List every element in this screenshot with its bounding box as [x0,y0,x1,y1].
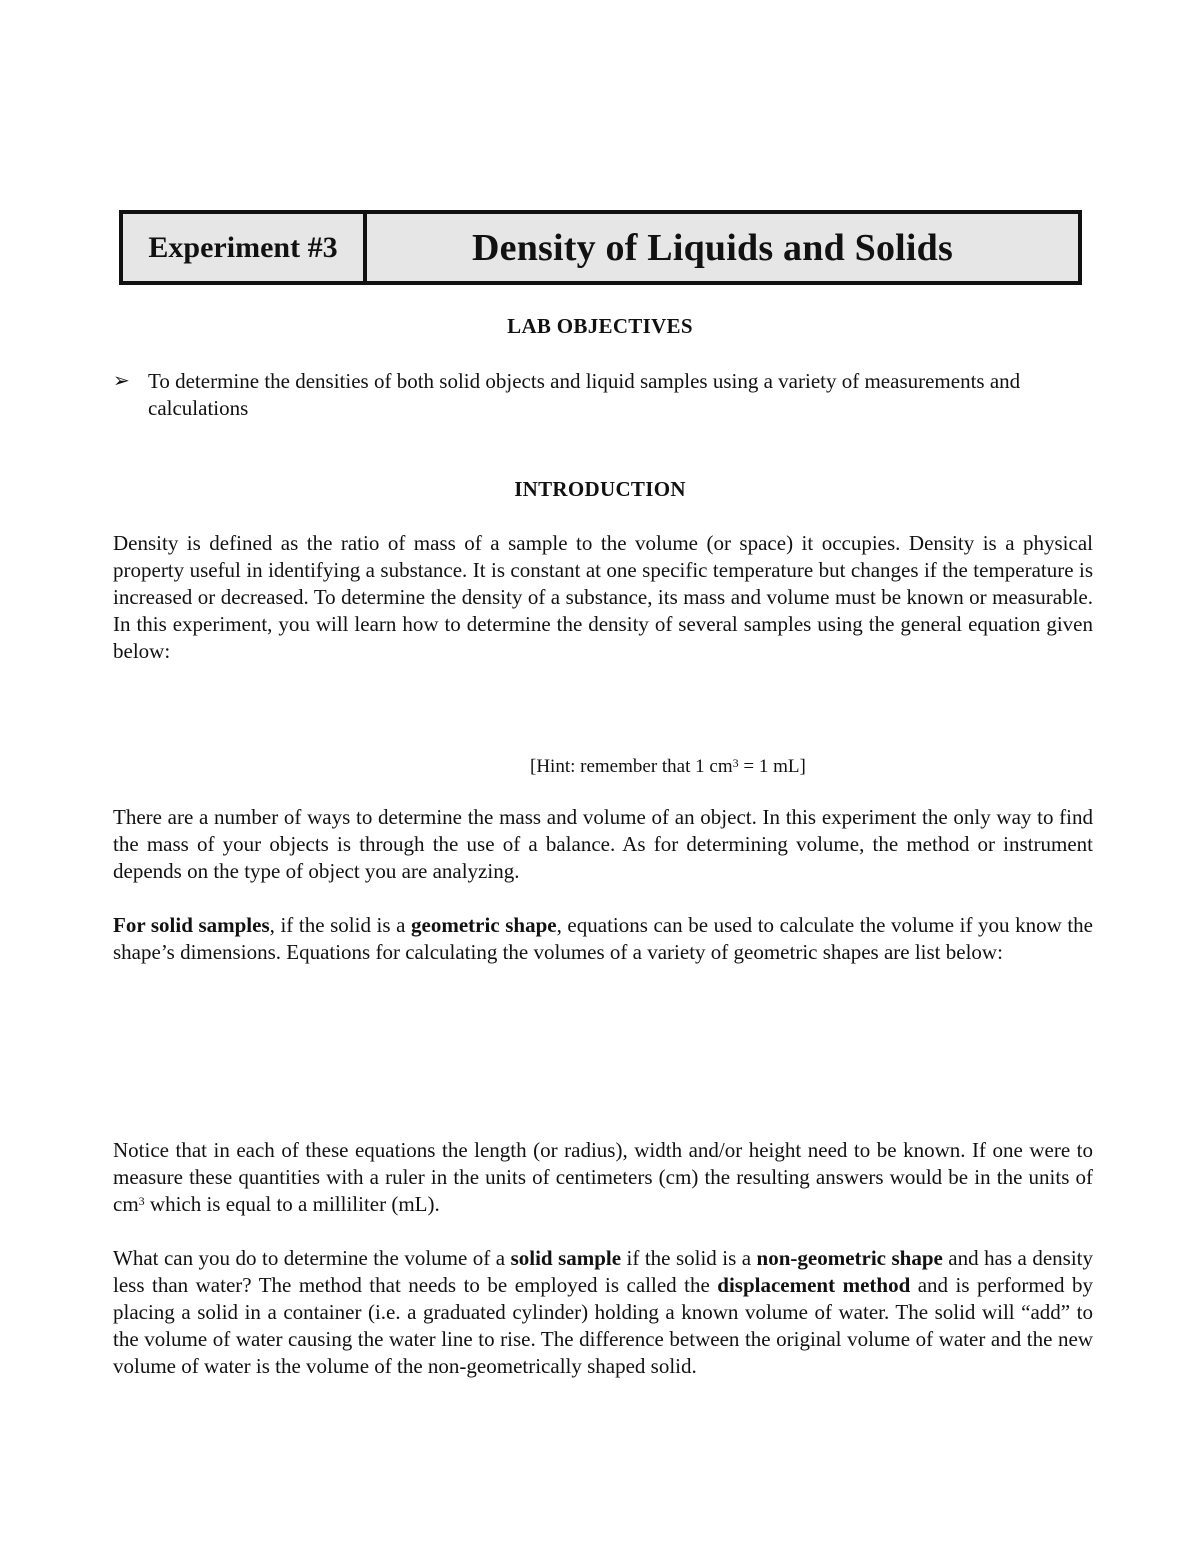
hint-note: [Hint: remember that 1 $cm^3 = 1$ mL] [530,756,806,777]
objective-text: To determine the densities of both solid objects and liquid samples using a variety of measurements and calculations [148,369,1021,420]
introduction-heading: INTRODUCTION [514,477,686,501]
intro-paragraph-1: Density is defined as the ratio of mass of a sample to the volume (or space) it occupies. Density is a physical property useful in identifying a substance. It is constant at one specific temperature but changes if the temperature is increased or decreased. To determine the density of a substance, its mass and volume must be known or measurable. In this experiment, you will learn how to determine the density of several samples using the general equation given below: [113,531,1093,663]
objectives-heading: LAB OBJECTIVES [507,314,693,338]
units-paragraph: Notice that in each of these equations the length (or radius), width and/or height need to be known. If one were to measure these quantities with a ruler in the units of centimeters (cm) the resulting answers would be in the units of $cm^3$ which is equal to a milliliter (mL). [113,1138,1093,1216]
objective-item [113,368,1103,422]
title-box [119,210,1082,285]
document-title: Density of Liquids and Solids [472,226,953,269]
intro-paragraph-2: There are a number of ways to determine the mass and volume of an object. In this experiment the only way to find the mass of your objects is through the use of a balance. As for determining volume, the method or instrument depends on the type of object you are analyzing. [113,805,1093,883]
solid-samples-paragraph: For solid samples, if the solid is a geometric shape, equations can be used to calculate the volume if you know the shape’s dimensions. Equations for calculating the volumes of a variety of geometric shapes are list below: [113,913,1093,964]
arrow-bullet-icon: ➢ [113,370,130,392]
experiment-number: Experiment #3 [123,214,367,281]
displacement-paragraph: What can you do to determine the volume of a solid sample if the solid is a non-geometric shape and has a density less than water? The method that needs to be employed is called the displacement method and is performed by placing a solid in a container (i.e. a graduated cylinder) holding a known volume of water. The solid will “add” to the volume of water causing the water line to rise. The difference between the original volume of water and the new volume of water is the volume of the non-geometrically shaped solid. [113,1246,1094,1378]
